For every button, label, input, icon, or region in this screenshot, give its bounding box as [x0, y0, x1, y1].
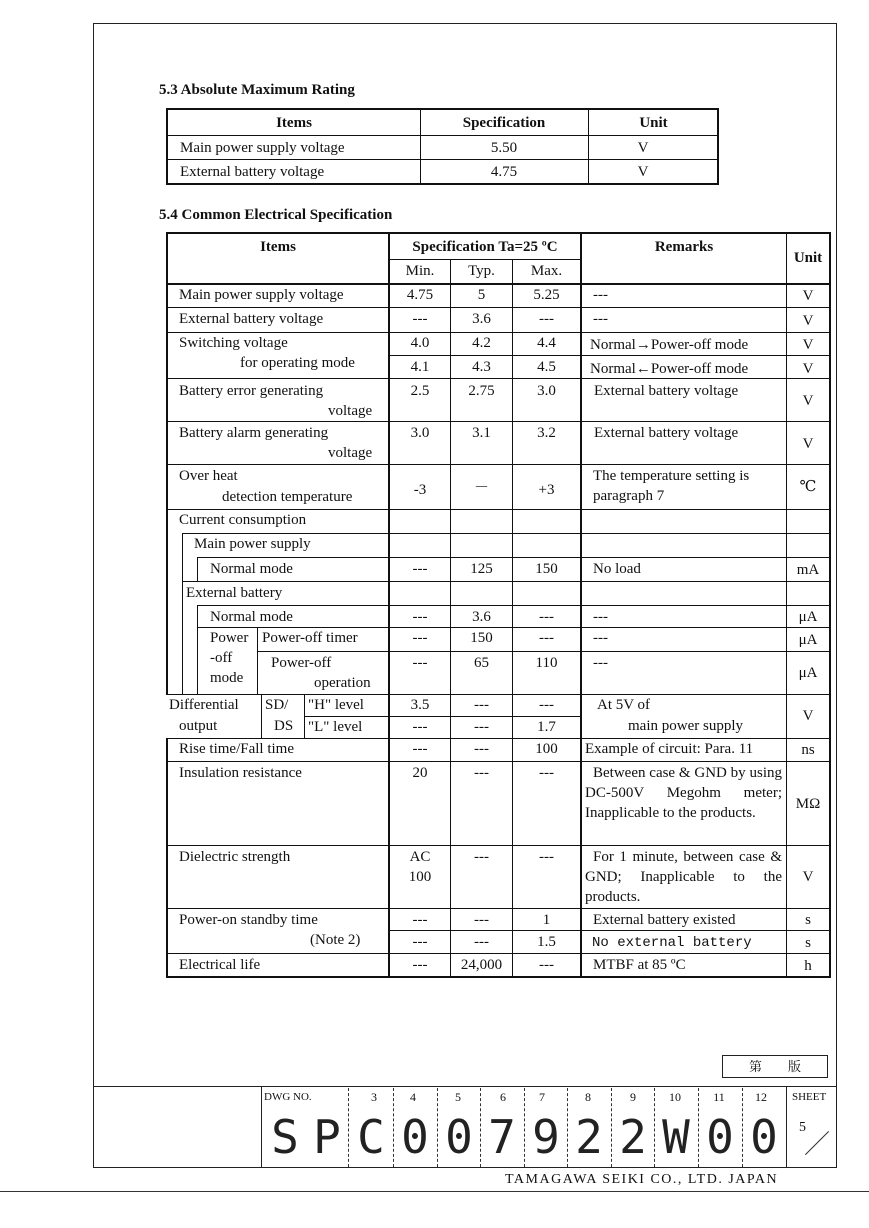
table-divider — [182, 533, 831, 534]
row-item: detection temperature — [222, 489, 353, 505]
header-items: Items — [260, 239, 296, 255]
edition-box: 第 版 — [722, 1055, 828, 1078]
cell-typ: --- — [474, 934, 489, 950]
cell-typ: 125 — [470, 561, 493, 577]
row-item: Battery error generating — [179, 383, 324, 399]
cell-typ: --- — [474, 719, 489, 735]
cell-max: 3.2 — [537, 425, 556, 441]
row-item: (Note 2) — [310, 932, 361, 948]
cell-typ: 5 — [477, 287, 486, 303]
column-number: 10 — [669, 1090, 681, 1104]
table-divider — [197, 557, 198, 581]
table-divider — [197, 627, 831, 628]
cell-min: AC — [409, 849, 431, 865]
row-item: Power-off timer — [262, 630, 358, 646]
section-5-4-heading: 5.4 Common Electrical Specification — [159, 207, 393, 223]
cell-max: --- — [539, 609, 554, 625]
row-item: External battery voltage — [179, 311, 324, 327]
header-typ: Typ. — [468, 263, 495, 279]
cell-remarks: External battery voltage — [594, 425, 739, 441]
cell-min: --- — [412, 934, 428, 950]
cell-min: --- — [412, 609, 428, 625]
cell-unit: V — [802, 436, 814, 452]
column-number: 7 — [539, 1090, 545, 1104]
cell-typ: 150 — [470, 630, 493, 646]
cell-min: 4.75 — [406, 287, 434, 303]
cell-min: 4.1 — [410, 359, 430, 375]
row-item: voltage — [328, 445, 373, 461]
cell-max: --- — [539, 630, 554, 646]
cell-remarks: For 1 minute, between case & GND; Inapplicable to the products. — [585, 849, 782, 905]
row-item: Main power supply voltage — [179, 287, 344, 303]
cell-typ: － — [473, 480, 489, 496]
cell-typ: --- — [474, 741, 489, 757]
row-item: External battery — [186, 585, 283, 601]
dwg-no-label: DWG NO. — [264, 1091, 312, 1103]
cell-remarks: --- — [593, 609, 608, 625]
cell-typ: 3.6 — [472, 609, 491, 625]
cell-typ: --- — [474, 912, 489, 928]
table-divider — [304, 716, 580, 717]
row-item: Main power supply — [194, 536, 311, 552]
cell-remarks: No external battery — [592, 935, 752, 951]
cell-unit: μA — [798, 609, 818, 625]
cell-unit: V — [802, 708, 814, 724]
drawing-number-char: 0 — [401, 1110, 429, 1164]
drawing-number-char: S — [271, 1110, 299, 1164]
drawing-number-char: W — [662, 1110, 690, 1164]
table-divider — [197, 605, 198, 694]
cell-remarks: Normal←Power-off mode — [590, 361, 749, 377]
cell-unit: mA — [796, 562, 820, 578]
power-off-mode-label: mode — [210, 670, 244, 686]
absolute-maximum-rating-table — [166, 108, 719, 185]
table-divider — [182, 533, 183, 694]
row-item: Main power supply voltage — [180, 140, 345, 156]
cell-remarks: MTBF at 85 ºC — [593, 957, 686, 973]
cell-unit: MΩ — [795, 796, 821, 812]
cell-min: --- — [412, 311, 428, 327]
table-divider — [166, 509, 831, 510]
cell-max: 1 — [542, 912, 551, 928]
cell-max: 4.4 — [537, 335, 556, 351]
cell-unit: V — [802, 313, 814, 329]
cell-max: 150 — [535, 561, 558, 577]
drawing-number-char: 2 — [619, 1110, 647, 1164]
table-divider — [166, 738, 831, 739]
cell-typ: 24,000 — [460, 957, 503, 973]
cell-unit: V — [802, 393, 814, 409]
cell-max: --- — [539, 311, 554, 327]
cell-min: 3.5 — [410, 697, 430, 713]
cell-unit: V — [802, 869, 814, 885]
row-item: for operating mode — [240, 355, 355, 371]
column-number: 12 — [755, 1090, 767, 1104]
column-number: 11 — [713, 1090, 725, 1104]
drawing-number-char: C — [357, 1110, 385, 1164]
drawing-number-char: 0 — [706, 1110, 734, 1164]
cell-remarks: main power supply — [628, 718, 743, 734]
table-divider — [166, 464, 831, 465]
row-item: Rise time/Fall time — [179, 741, 294, 757]
row-item: Insulation resistance — [179, 765, 302, 781]
cell-max: --- — [539, 765, 554, 781]
cell-max: --- — [539, 957, 554, 973]
cell-typ: 3.1 — [472, 425, 491, 441]
cell-max: 3.0 — [537, 383, 556, 399]
cell-unit: μA — [798, 665, 818, 681]
cell-remarks: --- — [593, 630, 608, 646]
cell-min: 20 — [412, 765, 428, 781]
cell-max: 1.7 — [537, 719, 556, 735]
row-item: Electrical life — [179, 957, 261, 973]
cell-typ: 4.2 — [472, 335, 491, 351]
cell-min: --- — [412, 719, 428, 735]
cell-remarks: --- — [593, 311, 608, 327]
differential-label: Differential — [169, 697, 239, 713]
table-divider — [166, 845, 831, 846]
cell-typ: --- — [474, 765, 489, 781]
cell-typ: 4.3 — [472, 359, 491, 375]
cell-min: 3.0 — [410, 425, 430, 441]
cell-typ: 3.6 — [472, 311, 491, 327]
table-border — [166, 232, 168, 694]
cell-unit: V — [802, 337, 814, 353]
cell-remarks: External battery existed — [593, 912, 736, 928]
cell-unit: h — [804, 958, 812, 974]
title-block-divider — [261, 1087, 262, 1168]
power-off-mode-label: Power — [210, 630, 249, 646]
drawing-number-char: 2 — [575, 1110, 603, 1164]
drawing-number-char: 0 — [445, 1110, 473, 1164]
row-item: "L" level — [308, 719, 363, 735]
table-divider — [257, 651, 831, 652]
row-item: operation — [314, 675, 371, 691]
column-number: 4 — [410, 1090, 416, 1104]
title-block-divider — [93, 1086, 837, 1087]
cell-max: 1.5 — [537, 934, 556, 950]
cell-min: --- — [412, 957, 428, 973]
drawing-number-char: 7 — [488, 1110, 516, 1164]
row-item: Battery alarm generating — [179, 425, 329, 441]
row-item: Over heat — [179, 468, 238, 484]
table-divider — [168, 135, 717, 136]
drawing-number-char: 9 — [532, 1110, 560, 1164]
table-divider — [388, 259, 580, 260]
footer-rule — [0, 1191, 869, 1192]
drawing-number-char: P — [313, 1110, 341, 1164]
row-item: External battery voltage — [180, 164, 325, 180]
cell-min: --- — [412, 912, 428, 928]
table-divider — [197, 605, 831, 606]
header-remarks: Remarks — [654, 239, 714, 255]
cell-max: --- — [539, 697, 554, 713]
company-name: TAMAGAWA SEIKI CO., LTD. JAPAN — [505, 1172, 779, 1187]
row-item: Normal mode — [210, 561, 293, 577]
cell-typ: --- — [474, 849, 489, 865]
row-item: Power-off — [271, 655, 332, 671]
column-number: 3 — [371, 1090, 377, 1104]
cell-min: --- — [412, 655, 428, 671]
table-divider — [168, 159, 717, 160]
row-spec: 4.75 — [490, 164, 518, 180]
column-number: 8 — [585, 1090, 591, 1104]
header-min: Min. — [405, 263, 435, 279]
row-item: Power-on standby time — [179, 912, 318, 928]
table-divider — [166, 761, 831, 762]
power-off-mode-label: -off — [210, 650, 233, 666]
cell-unit: V — [802, 288, 814, 304]
cell-min: -3 — [413, 482, 427, 498]
cell-typ: --- — [474, 697, 489, 713]
table-divider — [166, 378, 831, 379]
differential-label: output — [179, 718, 218, 734]
cell-remarks: Between case & GND by using DC-500V Megohm meter; Inapplicable to the products. — [585, 765, 782, 821]
cell-typ: 65 — [474, 655, 489, 671]
table-divider — [166, 421, 831, 422]
cell-min: --- — [412, 561, 428, 577]
row-item: Current consumption — [179, 512, 307, 528]
header-specification: Specification Ta=25 ºC — [412, 239, 558, 255]
sd-label: DS — [274, 718, 294, 734]
table-divider — [166, 694, 831, 695]
header-items: Items — [276, 115, 312, 131]
cell-remarks: Normal→Power-off mode — [590, 337, 749, 353]
cell-remarks: External battery voltage — [594, 383, 739, 399]
table-divider — [166, 953, 831, 954]
row-unit: V — [637, 164, 649, 180]
row-item: "H" level — [308, 697, 364, 713]
table-divider — [261, 694, 262, 739]
table-border — [166, 739, 168, 978]
column-number: 9 — [630, 1090, 636, 1104]
cell-unit: s — [805, 912, 811, 928]
header-specification: Specification — [462, 115, 546, 131]
header-unit: Unit — [639, 115, 668, 131]
cell-remarks: The temperature setting is — [593, 468, 750, 484]
row-unit: V — [637, 140, 649, 156]
table-divider — [166, 332, 831, 333]
table-divider — [182, 581, 831, 582]
row-item: Switching voltage — [179, 335, 288, 351]
title-block-divider — [786, 1087, 787, 1168]
table-divider — [197, 557, 831, 558]
table-border — [166, 232, 831, 234]
cell-min: 2.5 — [410, 383, 430, 399]
cell-max: 4.5 — [537, 359, 556, 375]
sheet-number: 5 — [799, 1120, 806, 1135]
cell-unit: ℃ — [799, 479, 817, 495]
cell-max: 100 — [535, 741, 558, 757]
cell-remarks: paragraph 7 — [593, 488, 665, 504]
header-unit: Unit — [793, 250, 823, 266]
cell-remarks: Example of circuit: Para. 11 — [585, 741, 754, 757]
row-item: Normal mode — [210, 609, 293, 625]
table-border — [166, 976, 831, 978]
cell-max: +3 — [538, 482, 555, 498]
cell-min: --- — [412, 630, 428, 646]
column-number: 6 — [500, 1090, 506, 1104]
cell-remarks: --- — [593, 655, 608, 671]
row-spec: 5.50 — [490, 140, 518, 156]
cell-min: --- — [412, 741, 428, 757]
table-divider — [388, 930, 831, 931]
row-item: Dielectric strength — [179, 849, 291, 865]
cell-unit: s — [805, 935, 811, 951]
section-5-3-heading: 5.3 Absolute Maximum Rating — [159, 82, 355, 98]
cell-unit: V — [802, 361, 814, 377]
cell-typ: 2.75 — [468, 383, 495, 399]
cell-remarks: No load — [593, 561, 641, 577]
sd-label: SD/ — [265, 697, 289, 713]
cell-min: 4.0 — [410, 335, 430, 351]
cell-unit: μA — [798, 632, 818, 648]
row-item: voltage — [328, 403, 373, 419]
drawing-number-char: 0 — [750, 1110, 778, 1164]
cell-unit: ns — [801, 742, 815, 758]
cell-max: 110 — [535, 655, 558, 671]
cell-remarks: --- — [593, 287, 608, 303]
header-max: Max. — [530, 263, 563, 279]
sheet-slash: ／ — [804, 1130, 831, 1159]
cell-max: --- — [539, 849, 554, 865]
table-divider — [257, 627, 258, 694]
table-divider — [166, 908, 831, 909]
sheet-label: SHEET — [792, 1091, 827, 1103]
table-divider — [388, 355, 831, 356]
cell-min: 100 — [408, 869, 432, 885]
table-divider — [166, 283, 831, 285]
cell-max: 5.25 — [533, 287, 560, 303]
cell-remarks: At 5V of — [597, 697, 651, 713]
table-divider — [166, 307, 831, 308]
column-number: 5 — [455, 1090, 461, 1104]
